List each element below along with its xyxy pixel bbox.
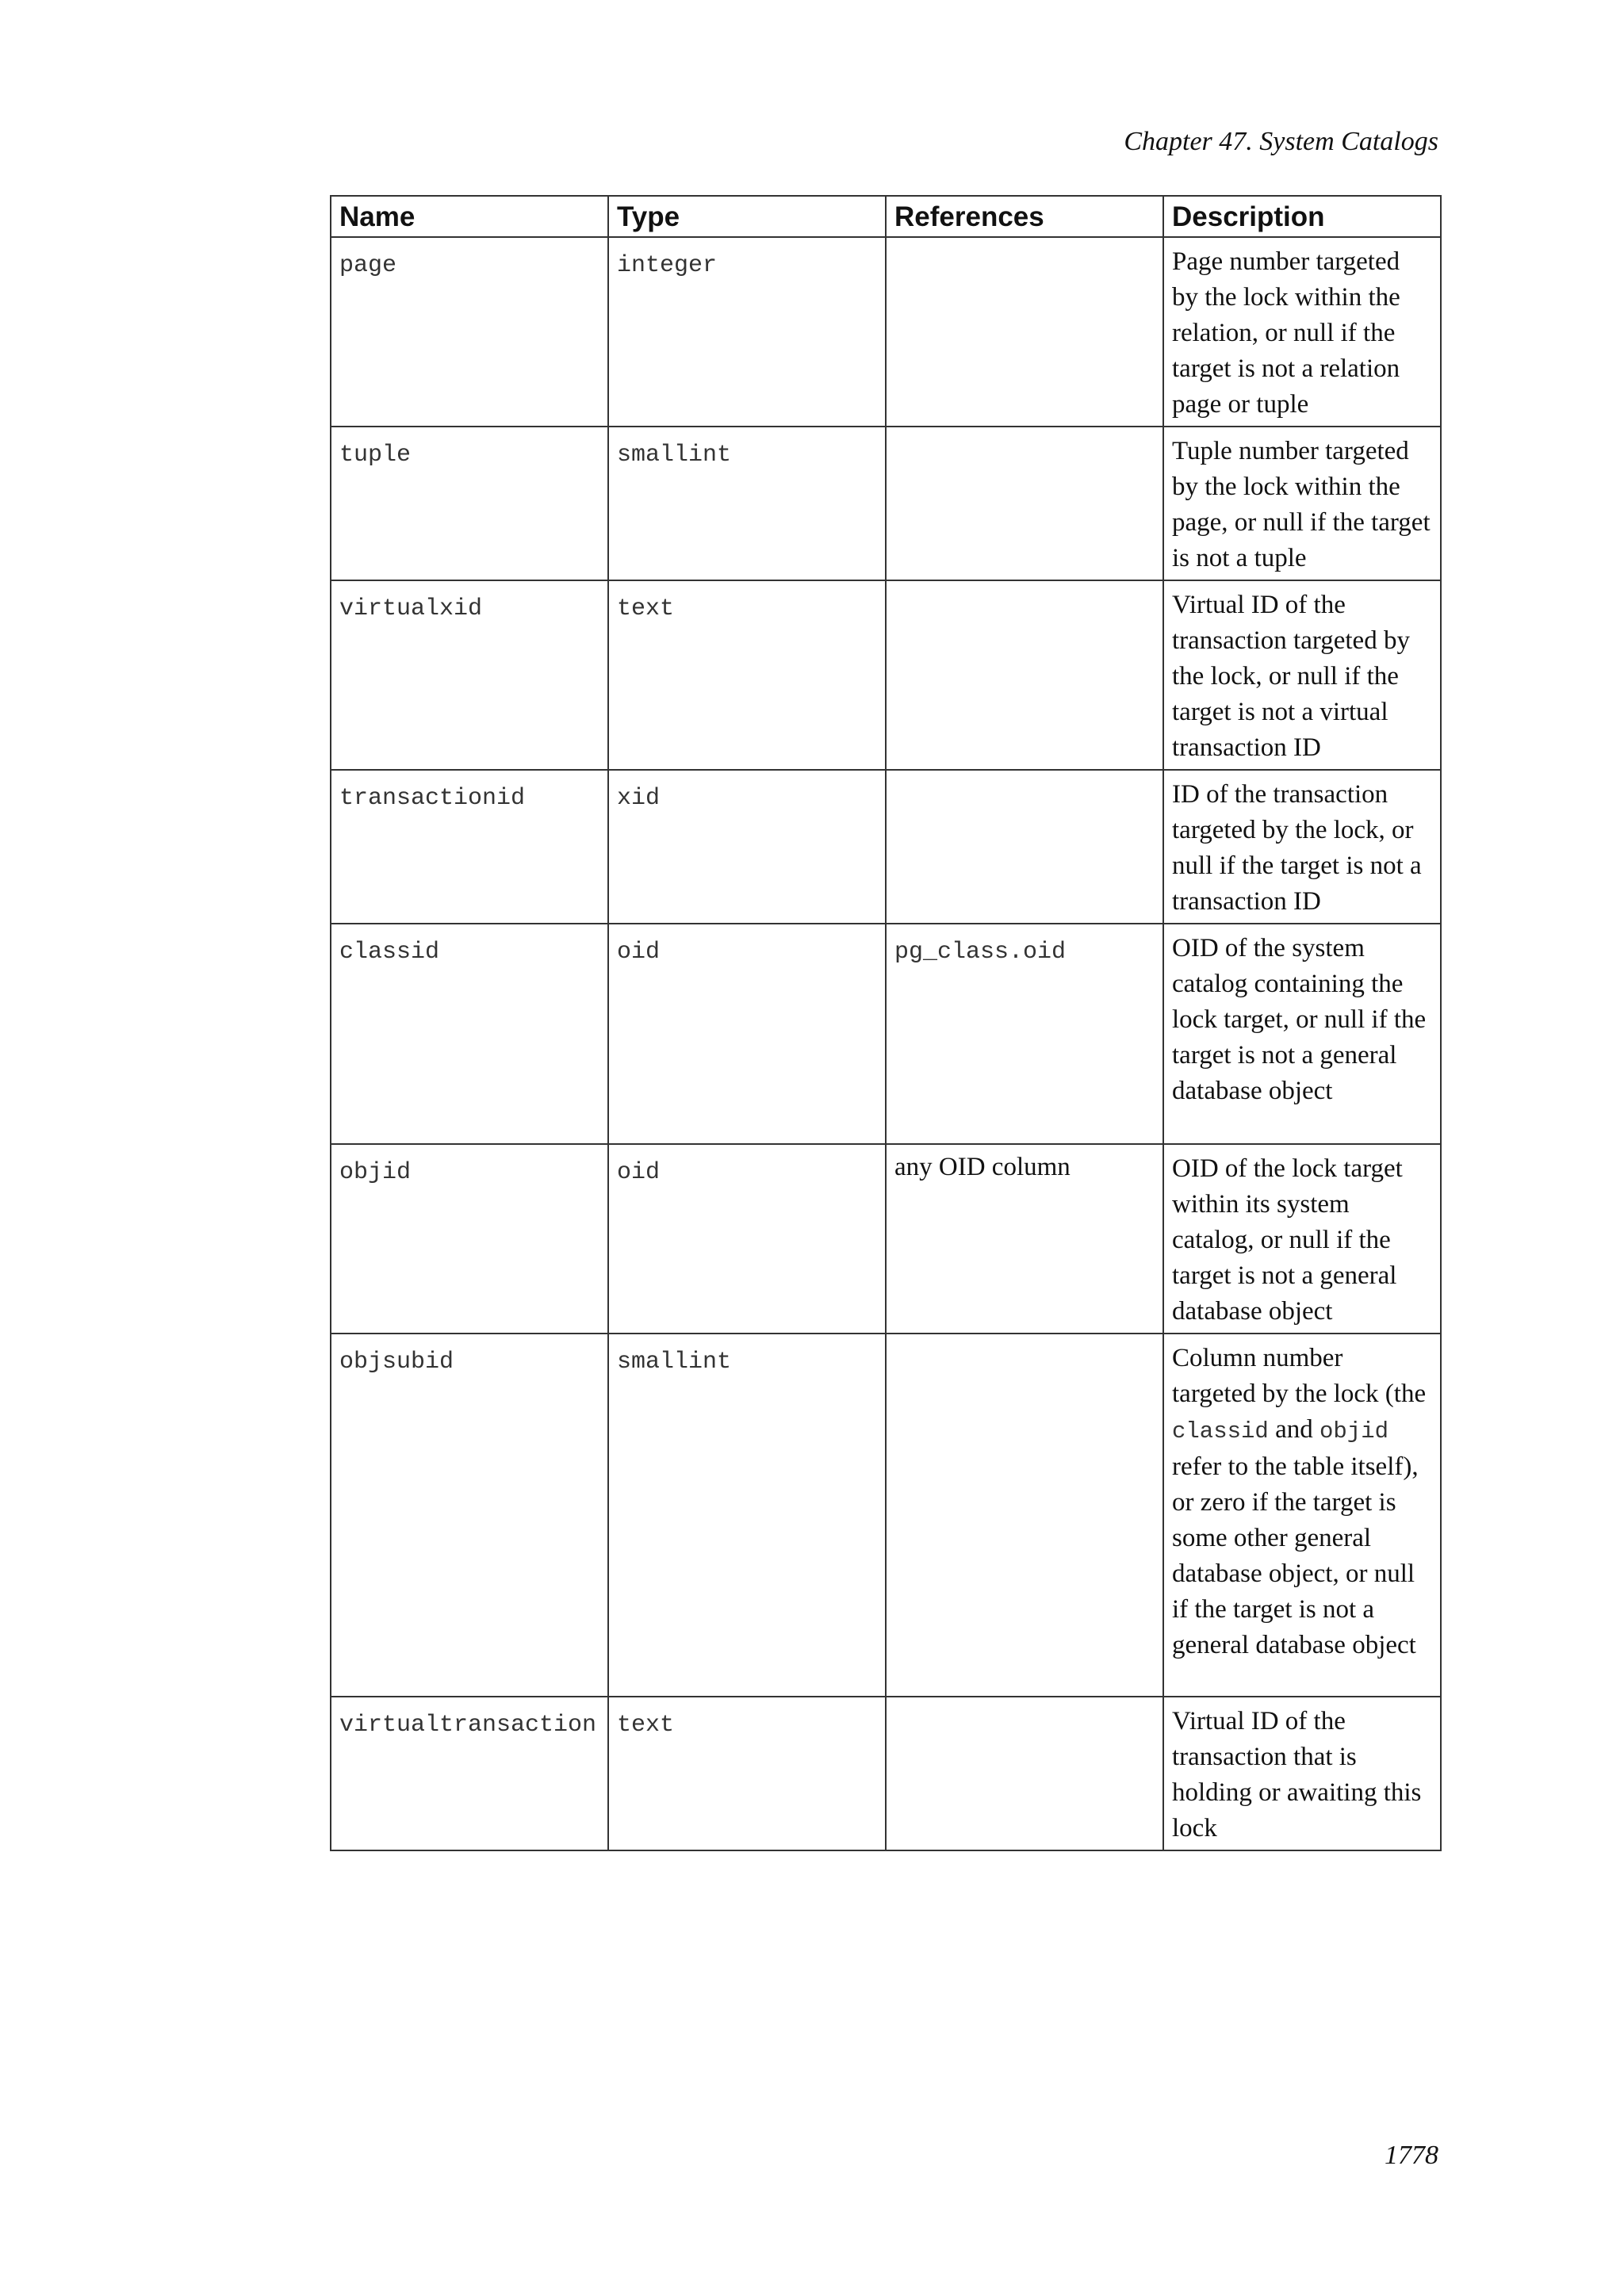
cell-type: integer <box>608 237 886 427</box>
cell-name: objid <box>331 1144 608 1334</box>
cell-references <box>886 237 1163 427</box>
table-row <box>331 1144 1441 1334</box>
cell-name: virtualtransaction <box>331 1697 608 1850</box>
cell-type: oid <box>608 1144 886 1334</box>
column-header-type: Type <box>608 196 886 237</box>
table-row <box>331 1334 1441 1697</box>
table-row <box>331 1697 1441 1850</box>
cell-description: Virtual ID of the transaction that is holding or awaiting this lock <box>1163 1697 1441 1850</box>
cell-name: page <box>331 237 608 427</box>
cell-type: oid <box>608 924 886 1144</box>
cell-name: virtualxid <box>331 580 608 770</box>
table-row <box>331 237 1441 427</box>
cell-references <box>886 770 1163 924</box>
desc-code-classid: classid <box>1172 1418 1269 1445</box>
cell-type: text <box>608 1697 886 1850</box>
column-header-description: Description <box>1163 196 1441 237</box>
catalog-table <box>330 195 1442 1851</box>
page-number: 1778 <box>1385 2141 1438 2170</box>
table-row <box>331 924 1441 1144</box>
table-row <box>331 580 1441 770</box>
cell-references: any OID column <box>886 1144 1163 1334</box>
cell-type: smallint <box>608 1334 886 1697</box>
table-row <box>331 427 1441 580</box>
cell-name: objsubid <box>331 1334 608 1697</box>
cell-references <box>886 427 1163 580</box>
cell-description: OID of the system catalog containing the lock target, or null if the target is not a general database object <box>1163 924 1441 1144</box>
cell-references <box>886 1334 1163 1697</box>
cell-type: xid <box>608 770 886 924</box>
cell-references <box>886 1697 1163 1850</box>
cell-description <box>1163 1334 1441 1697</box>
cell-name: classid <box>331 924 608 1144</box>
table-row <box>331 770 1441 924</box>
desc-code-objid: objid <box>1319 1418 1388 1445</box>
cell-type: smallint <box>608 427 886 580</box>
desc-text: and <box>1268 1415 1320 1444</box>
cell-name: transactionid <box>331 770 608 924</box>
column-header-references: References <box>886 196 1163 237</box>
column-header-name: Name <box>331 196 608 237</box>
cell-references <box>886 580 1163 770</box>
chapter-header: Chapter 47. System Catalogs <box>1124 127 1438 156</box>
desc-text: Column number targeted by the lock (the <box>1172 1344 1427 1408</box>
cell-type: text <box>608 580 886 770</box>
table-header-row <box>331 196 1441 237</box>
desc-text: refer to the table itself), or zero if the target is some other general database object, or null if the target is not a general database object <box>1172 1452 1419 1659</box>
cell-description: OID of the lock target within its system catalog, or null if the target is not a general database object <box>1163 1144 1441 1334</box>
cell-description: ID of the transaction targeted by the lock, or null if the target is not a transaction ID <box>1163 770 1441 924</box>
cell-description: Page number targeted by the lock within the relation, or null if the target is not a relation page or tuple <box>1163 237 1441 427</box>
cell-references: pg_class.oid <box>886 924 1163 1144</box>
cell-description: Tuple number targeted by the lock within the page, or null if the target is not a tuple <box>1163 427 1441 580</box>
cell-description: Virtual ID of the transaction targeted by the lock, or null if the target is not a virtual transaction ID <box>1163 580 1441 770</box>
cell-name: tuple <box>331 427 608 580</box>
